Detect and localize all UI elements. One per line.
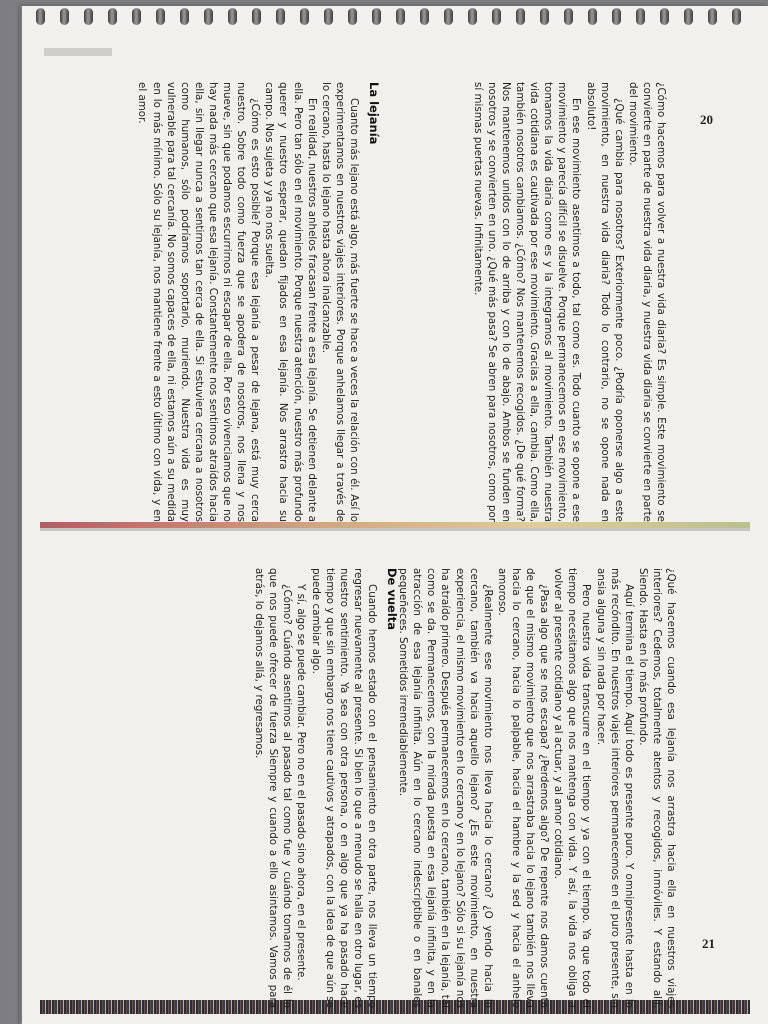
spiral-ring [732,8,741,25]
page20-column-2 [135,82,390,522]
paragraph: Y sí, algo se puede cambiar. Pero no en el pasado sino ahora, en el presente. [295,584,308,981]
spiral-ring [396,8,405,25]
spiral-ring [444,8,453,25]
paragraph: ¿Realmente ese movimiento nos lleva hacia lo cercano? ¿O yendo hacia lo cercano, también va hacia aquello lejano? ¿Es este movimiento, en nuestra experiencia, el mismo movimiento en lo cercano y en lo lejano? Sólo si su lejanía nos ha atraído primero. Después permanecemos en lo cercano, también en la lejanía, tal como se da. Permanecemos, con la mirada puesta en esa lejanía infinita, y en la atracción de esa lejanía infinita. Aún en lo cercano indescriptible o en banales pequeñeces. Sometidos irremediablemente. [397,568,494,1008]
section-heading-lejania: La lejanía [367,82,381,145]
paragraph: En realidad, nuestros anhelos fracasan frente a esa lejanía. Se detienen delante a ella. Pero tan sólo en el movimiento. Porque nuestra atención, nuestro más profundo querer y nuestro esperar, quedan fijados en esa lejanía. Nos arrastra hacia su campo. Nos sujeta y ya no nos suelta. [263,82,318,522]
spiral-ring [348,8,357,25]
paragraph: ¿Cómo hacemos para volver a nuestra vida diaria? Es simple. Este movimiento se convierte en parte de nuestra vida diaria, y nuestra vida diaria se convierte en parte del movimiento. [626,82,667,522]
spiral-ring [372,8,381,25]
spiral-ring [60,8,69,25]
page-number-right: 21 [702,936,715,951]
paragraph: Pero nuestra vida transcurre en el tiempo y ya con el tiempo. Ya que todo el tiempo necesitamos algo que nos mantenga con vida. Y así, la vida nos obliga a volver al presente cotidiano y al actuar, y al amor cotidiano. [552,568,593,1008]
spiral-ring [324,8,333,25]
spiral-ring [588,8,597,25]
paragraph: ¿Qué hacemos cuando esa lejanía nos arrastra hacia ella en nuestros viajes interiores? Cedemos, totalmente atentos y recogidos, inmóviles. Y estando allí. Siendo. Hasta en lo más profundo. [636,568,677,1008]
spiral-ring [300,8,309,25]
paragraph: Cuanto más lejano está algo, más fuerte se hace a veces la relación con él. Así lo experimentamos en nuestros viajes interiores. Porque anhelamos llegar a través de lo cercano, hasta lo lejano hasta ahora inalcanzable. [319,82,360,522]
spiral-ring [636,8,645,25]
spiral-ring [84,8,93,25]
spiral-ring [540,8,549,25]
paragraph: ¿Cómo? Cuándo asentimos al pasado tal como fue y cuándo tomamos de él lo que nos puede ofrecer de fuerza Siempre y cuando a ello asintamos. Vamos para atrás, lo dejamos allá, y regresamos. [253,568,294,1008]
spiral-ring [684,8,693,25]
spiral-ring [660,8,669,25]
spiral-ring [228,8,237,25]
spiral-ring [708,8,717,25]
spiral-ring [180,8,189,25]
spiral-ring [36,8,45,25]
spiral-ring [204,8,213,25]
spiral-ring [516,8,525,25]
page21-column-1 [396,568,678,1008]
spiral-ring [132,8,141,25]
paragraph: ¿Qué cambia para nosotros? Exteriormente poco. ¿Podría oponerse algo a este movimiento, en nuestra vida diaria? Todo lo contrario, no se opone nada en absoluto! [584,82,625,522]
paragraph: ¿Pasa algo que se nos escapa? ¿Perdemos algo? De repente nos damos cuenta de que el mismo movimiento que nos arrastraba hacia lo lejano también nos lleva hacia lo cercano, hacia lo palpable, hacia el hambre y la sed y hacia el anhelo amoroso. [495,568,551,1008]
spiral-ring [420,8,429,25]
page20-column-1 [471,82,668,522]
spiral-ring [156,8,165,25]
spiral-ring [564,8,573,25]
spiral-binding [36,8,756,28]
paragraph: Aquí termina el tiempo. Aquí todo es presente puro. Y omnipresente hasta en lo más recóndito. En nuestros viajes interiores permanecemos en el puro presente, sin ansia alguna y sin nada por hacer. [594,568,635,1008]
spiral-ring [492,8,501,25]
paragraph: ¿Cómo es esto posible? Porque esa lejanía a pesar de lejana, está muy cerca nuestro. Sobre todo como fuerza que se apodera de nosotros, nos llena y nos mueve, sin que podamos escurrirnos ni escapar de ella. Por eso vivenciamos que no hay nada más cercano que esa lejanía. Constantemente nos sentimos atraídos hacia ella, sin llegar nunca a sentirnos tan cerca de ella. Si estuviera cercana a nosotros como humanos, sólo podríamos soportarlo, muriendo. Nuestra vida es muy vulnerable para tal cercanía. No somos capaces de ella, ni estamos aún a su medida en lo más mínimo. Sólo su lejanía, nos mantiene frente a esto último con vida, y en el amor. [136,82,262,522]
page21-column-2 [252,568,408,1008]
spiral-ring [108,8,117,25]
spiral-ring [252,8,261,25]
scan-mark [44,48,112,56]
paragraph: En ese movimiento asentimos a todo, tal como es. Todo cuanto se opone a ese movimiento y parecía difícil se disuelve. Porque permanecemos en ese movimiento, tomamos la vida diaria como es y la integramos al movimiento. También nuestra vida cotidiana es cautivada por ese movimiento. Gracias a ella, cambia. Como ella, también nosotros cambiamos. ¿Cómo? Nos mantenemos recogidos. ¿De qué forma? Nos mantenemos unidos con lo de arriba y con lo de abajo. Ambos se funden en nosotros y se convierten en uno. ¿Qué más pasa? Se abren para nosotros, como por sí mismas puertas nuevas. Infinitamente. [471,82,583,522]
page-number-left: 20 [700,112,713,127]
spiral-ring [468,8,477,25]
paragraph: Cuando hemos estado con el pensamiento en otra parte, nos lleva un tiempo regresar nuevamente al presente. Si bien lo que a menudo se halla en otro lugar, es nuestro sentimiento. Ya sea con otra persona, o en algo que ya ha pasado hace tiempo y que sin embargo nos tiene cautivos y atrapados, con la idea de que aún se puede cambiar algo. [309,568,378,1008]
spiral-ring [612,8,621,25]
spiral-ring [276,8,285,25]
section-heading-de-vuelta: De vuelta [385,568,399,631]
gutter-shadow [40,528,750,531]
